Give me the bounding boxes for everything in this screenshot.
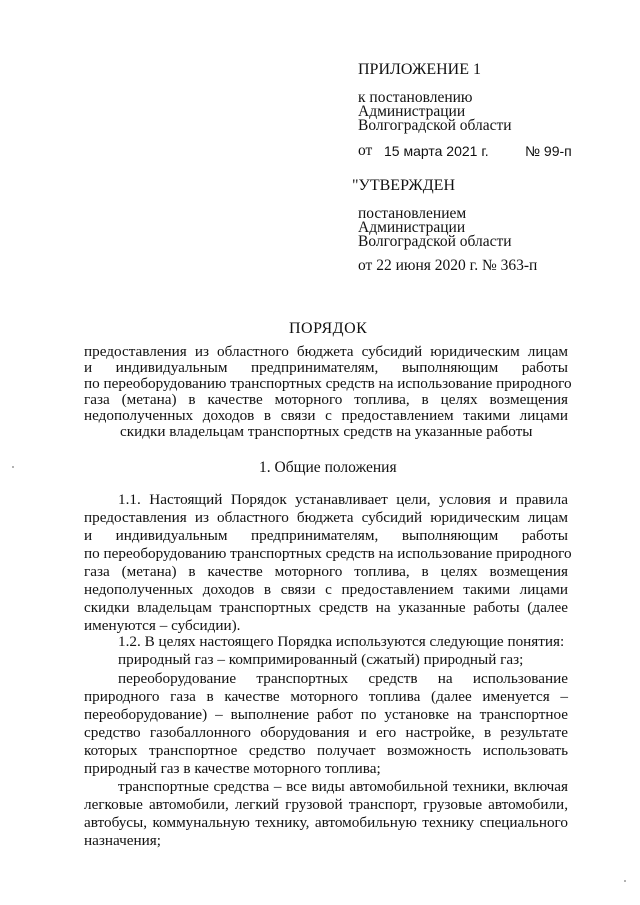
administration2-text: Администрации bbox=[358, 219, 466, 236]
definition-line: средство газобаллонного оборудования и его настройке, в результате bbox=[84, 724, 568, 741]
region-text: Волгоградской области bbox=[358, 117, 512, 134]
paragraph-line: газа (метана) в качестве моторного топлива, в целях возмещения bbox=[84, 563, 568, 580]
paragraph-line: по переоборудованию транспортных средств на использование природного bbox=[84, 545, 572, 562]
region2-text: Волгоградской области bbox=[358, 233, 512, 250]
definition-line: природный газ в качестве моторного топлива; bbox=[84, 760, 381, 777]
approved-date-text: от 22 июня 2020 г. № 363-п bbox=[358, 257, 538, 274]
title-line: по переоборудованию транспортных средств на использование природного bbox=[84, 375, 572, 392]
paragraph-line: 1.1. Настоящий Порядок устанавливает цели, условия и правила bbox=[118, 491, 568, 508]
approved-label: "УТВЕРЖДЕН bbox=[352, 177, 455, 194]
definition-natural-gas: природный газ – компримированный (сжатый) природный газ; bbox=[118, 651, 524, 668]
paragraph-line: 1.2. В целях настоящего Порядка используются следующие понятия: bbox=[118, 633, 565, 650]
administration-text: Администрации bbox=[358, 103, 466, 120]
definition-line: назначения; bbox=[84, 832, 161, 849]
section-heading: 1. Общие положения bbox=[259, 459, 397, 476]
definition-line: автобусы, коммунальную технику, автомобильную технику специального bbox=[84, 814, 568, 831]
definition-line: природного газа в качестве моторного топлива (далее именуется – bbox=[84, 688, 568, 705]
document-title: ПОРЯДОК bbox=[289, 320, 368, 337]
paragraph-line: и индивидуальным предпринимателям, выполняющим работы bbox=[84, 527, 568, 544]
paragraph-line: предоставления из областного бюджета субсидий юридическим лицам bbox=[84, 509, 568, 526]
title-line: газа (метана) в качестве моторного топлива, в целях возмещения bbox=[84, 391, 568, 408]
title-line: предоставления из областного бюджета субсидий юридическим лицам bbox=[84, 343, 568, 360]
by-resolution-text: постановлением bbox=[358, 205, 467, 222]
scan-speck bbox=[624, 880, 626, 882]
date-prefix: от bbox=[358, 142, 373, 159]
paragraph-line: именуются – субсидии). bbox=[84, 617, 241, 634]
title-line: и индивидуальным предпринимателям, выполняющим работы bbox=[84, 359, 568, 376]
appendix-label: ПРИЛОЖЕНИЕ 1 bbox=[358, 61, 482, 78]
paragraph-line: скидки владельцам транспортных средств на указанные работы (далее bbox=[84, 599, 568, 616]
definition-line: которых транспортное средство получает возможность использовать bbox=[84, 742, 568, 759]
title-line: скидки владельцам транспортных средств на указанные работы bbox=[120, 423, 533, 440]
to-resolution-text: к постановлению bbox=[358, 89, 473, 106]
paragraph-line: недополученных доходов в связи с предоставлением такими лицами bbox=[84, 581, 568, 598]
title-line: недополученных доходов в связи с предоставлением такими лицами bbox=[84, 407, 568, 424]
definition-line: переоборудование) – выполнение работ по установке на транспортное bbox=[84, 706, 568, 723]
definition-line: переоборудование транспортных средств на использование bbox=[118, 670, 568, 687]
definition-line: транспортные средства – все виды автомобильной техники, включая bbox=[118, 778, 568, 795]
definition-line: легковые автомобили, легкий грузовой транспорт, грузовые автомобили, bbox=[84, 796, 568, 813]
scan-speck bbox=[12, 466, 14, 468]
resolution-number: № 99-п bbox=[525, 143, 572, 159]
resolution-date: 15 марта 2021 г. bbox=[384, 143, 489, 159]
